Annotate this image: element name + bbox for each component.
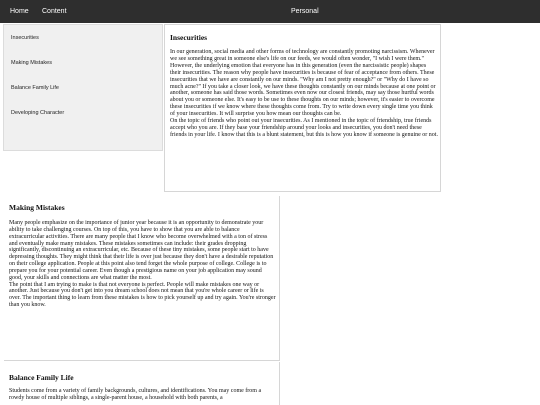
navbar-title: Personal	[291, 8, 319, 15]
sidebar-item-insecurities[interactable]: Insecurities	[11, 35, 39, 41]
making-mistakes-section	[4, 196, 280, 361]
balance-family-life-heading: Balance Family Life	[9, 373, 74, 382]
making-mistakes-body	[9, 220, 276, 309]
balance-family-life-body	[9, 388, 276, 402]
insecurities-body	[170, 49, 438, 139]
making-mistakes-paragraph-2: The point that I am trying to make is that not everyone is perfect. People will make mistakes one way or another. Just because you don't get into you dream school does not mean that you're whole career or life is over. The important thing to learn from these mistakes is how to pick yourself up and try again. You're stronger than you know.	[9, 281, 276, 309]
making-mistakes-heading: Making Mistakes	[9, 203, 65, 212]
sidebar-item-balance-family-life[interactable]: Balance Family Life	[11, 85, 59, 91]
sidebar-item-developing-character[interactable]: Developing Character	[11, 110, 65, 116]
insecurities-heading: Insecurities	[170, 33, 208, 42]
top-navbar	[0, 0, 540, 23]
making-mistakes-paragraph-1: Many people emphasize on the importance of junior year because it is an opportunity to demonstrate your ability to take challenging courses. On top of this, you have to show that you are able to balance extracurricular activities. There are many people that I know who become overwhelmed with a ton of stress and eventually make many mistakes. These mistakes sometimes can include: their grades dropping significantly, discontinuing an extracurricular, etc. Because of these tiny mistakes, some people start to have depressing thoughts. They might think that their life is over just because they don't have a desirable reputation on their college application. People at this point also tend forget the whole purpose of college. College is to prepare you for your potential career. Even though a prestigious name on your job application may sound good, your skills and connections are what matter the most.	[9, 220, 274, 281]
sidebar-item-making-mistakes[interactable]: Making Mistakes	[11, 60, 52, 66]
nav-home-link[interactable]: Home	[10, 8, 29, 15]
balance-family-life-section	[4, 362, 280, 405]
insecurities-paragraph-2: On the topic of friends who point out your insecurities. As I mentioned in the topic of friendship, true friends accept who you are. If they base your friendship around your looks and insecurities, you don't need these friends in your life. I know that this is a blunt statement, but this is how you know if someone is genuine or not.	[170, 118, 438, 138]
sidebar	[3, 24, 163, 151]
balance-family-life-paragraph-1: Students come from a variety of family backgrounds, cultures, and identifications. You may come from a rowdy house of multiple siblings, a single-parent house, a household with both parents, a	[9, 388, 262, 401]
insecurities-paragraph-1: In our generation, social media and other forms of technology are constantly promoting narcissism. Whenever we see something great in someone else's life on our feeds, we would often wonder, "I wish I were them." However, the underlying emotion that everyone has in this generation (even the narcissistic people) shapes their insecurities. The reason why people have insecurities is because of fear of acceptance from others. These insecurities that we have are constantly on our minds. "Why am I not pretty enough?" or "Why do I have so much acne?" If you take a closer look, we have these thoughts constantly on our minds because at one point or another, someone has said those words. Sometimes even now our closest friends, may say those hurtful words about you or someone else. It's easy to be use to these thoughts on our minds; however, it's easier to overcome these insecurities if we know where these thoughts come from. Try to write down every single time you think of your insecurities. It will surprise you how mean our thoughts can be.	[170, 49, 436, 118]
nav-content-link[interactable]: Content	[42, 8, 67, 15]
insecurities-section	[164, 24, 441, 192]
